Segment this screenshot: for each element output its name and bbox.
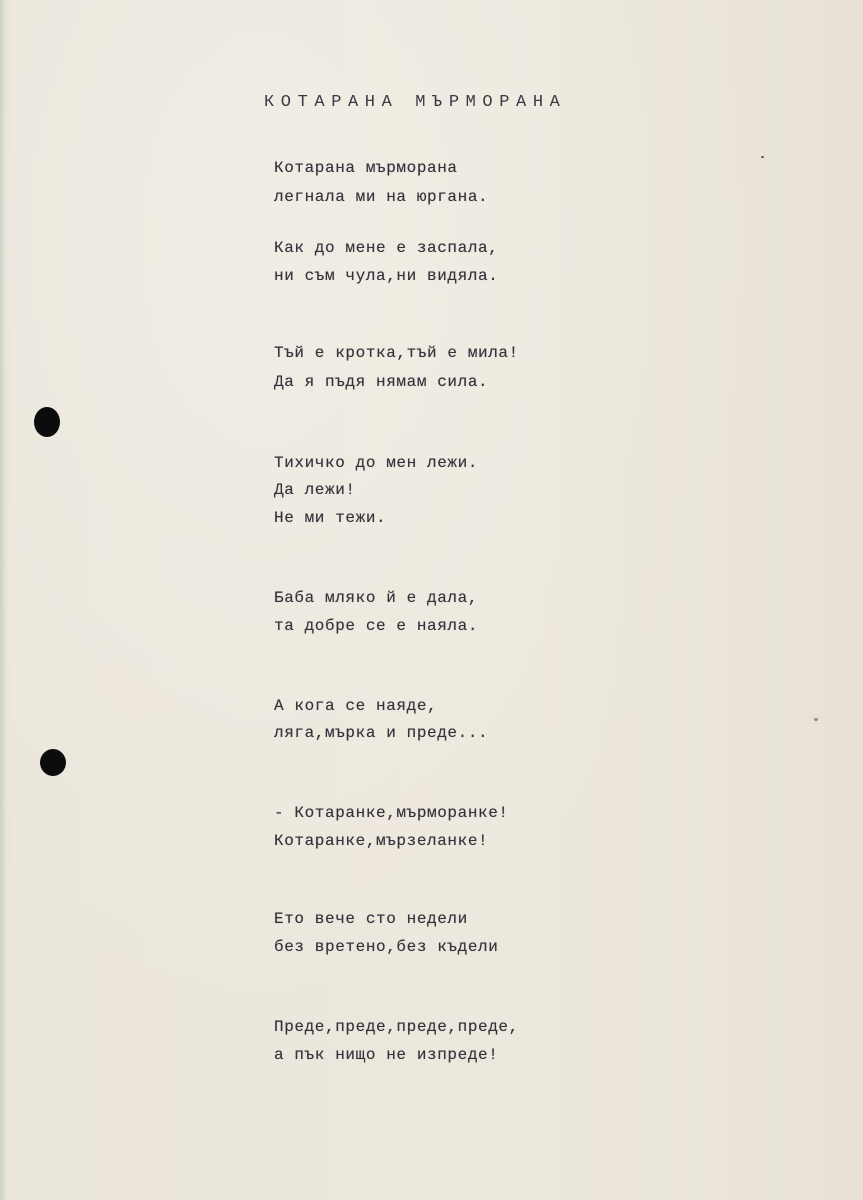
poem-line: легнала ми на юргана.: [274, 188, 489, 206]
paper-speck: [814, 718, 818, 721]
punch-hole-bottom: [40, 749, 66, 776]
page-edge-shadow: [0, 0, 6, 1200]
poem-line: Не ми тежи.: [274, 509, 387, 527]
poem-line: Тихичко до мен лежи.: [274, 454, 479, 472]
poem-line: Котарана мърморана: [274, 159, 458, 177]
poem-line: Тъй е кротка,тъй е мила!: [274, 344, 519, 362]
poem-line: Котаранке,мързеланке!: [274, 832, 489, 850]
paper-speck: [761, 156, 764, 158]
punch-hole-top: [34, 407, 60, 437]
poem-title: КОТАРАНА МЪРМОРАНА: [264, 93, 567, 112]
poem-line: Как до мене е заспала,: [274, 239, 499, 257]
poem-line: Преде,преде,преде,преде,: [274, 1018, 519, 1036]
poem-line: Баба мляко й е дала,: [274, 589, 479, 607]
poem-line: Да лежи!: [274, 481, 356, 499]
poem-line: - Котаранке,мърморанке!: [274, 804, 509, 822]
poem-line: без вретено,без къдели: [274, 938, 499, 956]
poem-line: ни съм чула,ни видяла.: [274, 267, 499, 285]
poem-line: а пък нищо не изпреде!: [274, 1046, 499, 1064]
poem-line: та добре се е наяла.: [274, 617, 479, 635]
poem-line: А кога се наяде,: [274, 697, 438, 715]
poem-line: ляга,мърка и преде...: [274, 724, 489, 742]
poem-line: Ето вече сто недели: [274, 910, 468, 928]
poem-line: Да я пъдя нямам сила.: [274, 373, 489, 391]
